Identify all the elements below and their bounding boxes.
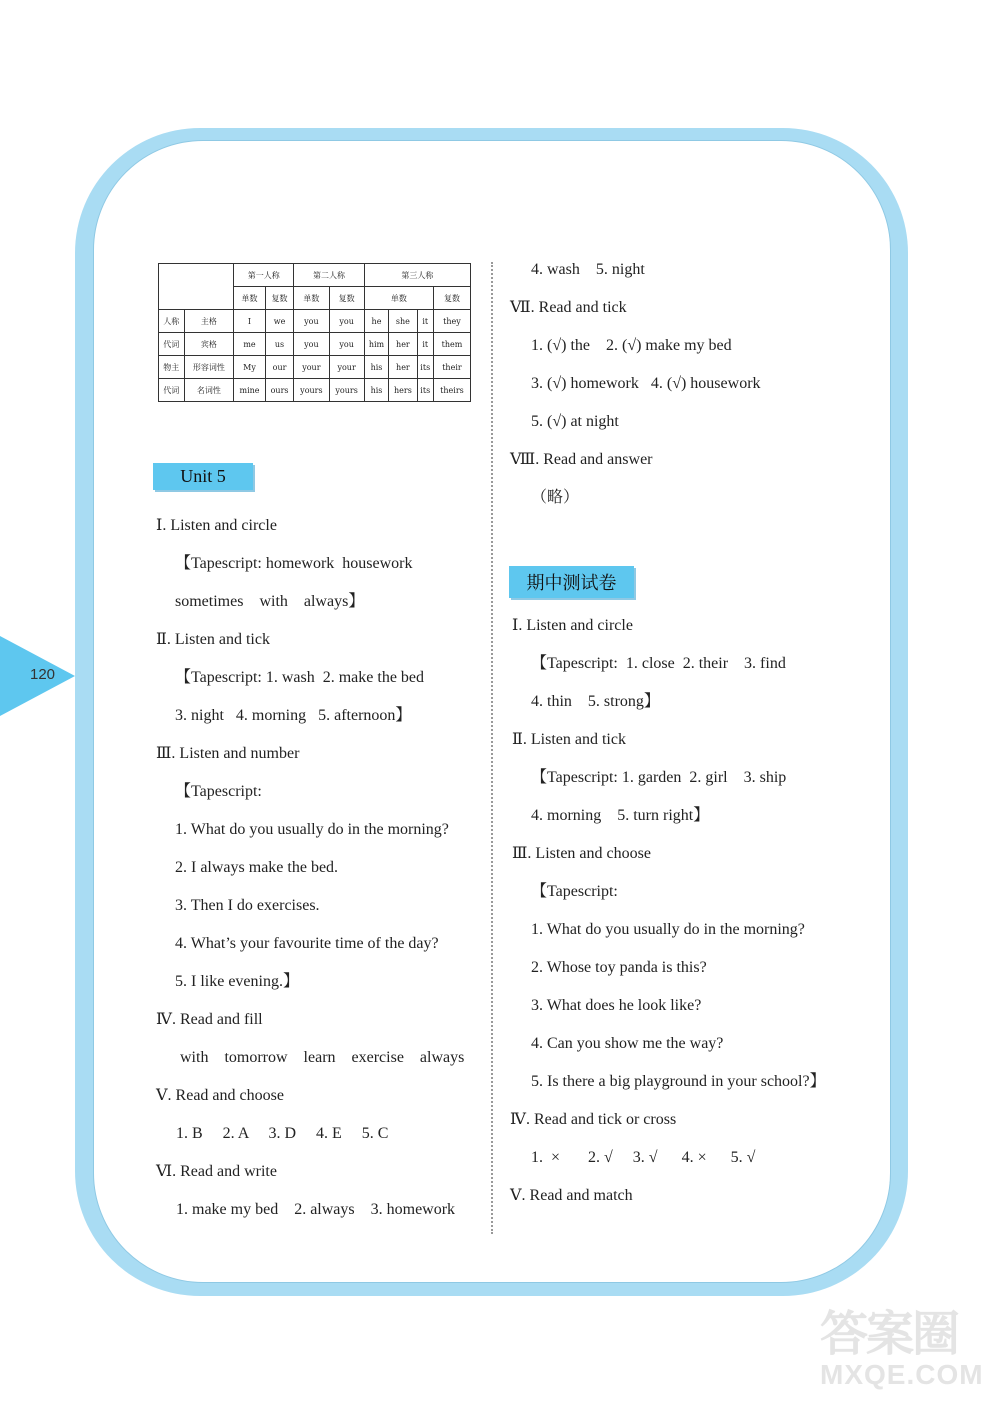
table-cell: hers xyxy=(389,379,417,402)
table-cell: me xyxy=(234,333,266,356)
section-heading: Ⅴ. Read and match xyxy=(510,1187,633,1204)
section-title: 期中测试卷 xyxy=(509,566,634,598)
section-heading: Ⅵ. Read and write xyxy=(156,1163,277,1180)
answer-line: 【Tapescript: homework housework xyxy=(175,555,413,572)
section-heading: Ⅳ. Read and tick or cross xyxy=(510,1111,677,1128)
table-cell: them xyxy=(433,333,470,356)
table-group-label: 人称 xyxy=(159,310,185,333)
table-cell: us xyxy=(265,333,293,356)
answer-line: 【Tapescript: xyxy=(531,883,618,900)
table-subheader: 单数 xyxy=(364,287,433,310)
answer-line: 【Tapescript: 1. garden 2. girl 3. ship xyxy=(531,769,787,786)
table-header: 第二人称 xyxy=(294,264,364,287)
answer-line: 【Tapescript: 1. close 2. their 3. find xyxy=(531,655,786,672)
table-row-label: 宾格 xyxy=(184,333,234,356)
answer-line: 5. (√) at night xyxy=(531,413,619,430)
table-subheader: 单数 xyxy=(294,287,329,310)
table-cell: him xyxy=(364,333,389,356)
answer-line: 【Tapescript: xyxy=(175,783,262,800)
answer-line: 1. What do you usually do in the morning? xyxy=(531,921,805,938)
table-cell: My xyxy=(234,356,266,379)
answer-line: 5. Is there a big playground in your school?】 xyxy=(531,1073,826,1090)
section-heading: Ⅴ. Read and choose xyxy=(156,1087,284,1104)
section-heading: Ⅲ. Listen and choose xyxy=(512,845,651,862)
table-cell: you xyxy=(329,310,364,333)
column-divider xyxy=(491,262,493,1234)
answer-line: （略） xyxy=(531,489,580,506)
table-row-label: 名词性 xyxy=(184,379,234,402)
answer-line: 3. Then I do exercises. xyxy=(175,897,320,914)
table-group-label: 代词 xyxy=(159,333,185,356)
answer-line: 【Tapescript: 1. wash 2. make the bed xyxy=(175,669,425,686)
table-cell: you xyxy=(294,333,329,356)
table-row-label: 形容词性 xyxy=(184,356,234,379)
table-group-label: 物主 xyxy=(159,356,185,379)
table-cell: it xyxy=(417,333,433,356)
answer-line: 3. (√) homework 4. (√) housework xyxy=(531,375,761,392)
table-subheader: 复数 xyxy=(265,287,293,310)
watermark-bottom-text: MXQE.COM xyxy=(820,1359,984,1390)
table-cell: your xyxy=(329,356,364,379)
table-row-label: 主格 xyxy=(184,310,234,333)
answer-line: 1. B 2. A 3. D 4. E 5. C xyxy=(176,1125,389,1142)
table-cell: yours xyxy=(294,379,329,402)
answer-line: with tomorrow learn exercise always xyxy=(180,1049,465,1066)
table-subheader: 复数 xyxy=(433,287,470,310)
answer-line: 3. What does he look like? xyxy=(531,997,702,1014)
table-cell: his xyxy=(364,356,389,379)
table-cell: he xyxy=(364,310,389,333)
table-subheader: 单数 xyxy=(234,287,266,310)
table-cell: it xyxy=(417,310,433,333)
answer-line: 2. Whose toy panda is this? xyxy=(531,959,707,976)
answer-line: 2. I always make the bed. xyxy=(175,859,339,876)
answer-line: 4. What’s your favourite time of the day? xyxy=(175,935,439,952)
watermark-top-text: 答案圈 xyxy=(820,1308,959,1361)
table-cell: yours xyxy=(329,379,364,402)
table-group-label: 代词 xyxy=(159,379,185,402)
unit-title: Unit 5 xyxy=(153,463,253,490)
page-number: 120 xyxy=(30,666,56,683)
table-cell: their xyxy=(433,356,470,379)
table-cell: mine xyxy=(234,379,266,402)
pronoun-table xyxy=(158,263,471,402)
table-cell: his xyxy=(364,379,389,402)
table-subheader: 复数 xyxy=(329,287,364,310)
answer-line: 1. (√) the 2. (√) make my bed xyxy=(531,337,732,354)
section-heading: Ⅱ. Listen and tick xyxy=(512,731,626,748)
table-header: 第一人称 xyxy=(234,264,294,287)
table-corner xyxy=(159,264,234,310)
table-cell: she xyxy=(389,310,417,333)
table-header: 第三人称 xyxy=(364,264,470,287)
answer-line: 5. I like evening.】 xyxy=(175,973,299,990)
table-cell: you xyxy=(329,333,364,356)
section-heading: Ⅱ. Listen and tick xyxy=(156,631,270,648)
section-heading: Ⅳ. Read and fill xyxy=(156,1011,263,1028)
section-heading: Ⅲ. Listen and number xyxy=(156,745,300,762)
table-cell: they xyxy=(433,310,470,333)
answer-line: sometimes with always】 xyxy=(175,593,365,610)
table-cell: her xyxy=(389,333,417,356)
table-cell: you xyxy=(294,310,329,333)
watermark-logo xyxy=(820,1310,990,1395)
table-cell: its xyxy=(417,379,433,402)
answer-line: 4. Can you show me the way? xyxy=(531,1035,724,1052)
table-cell: theirs xyxy=(433,379,470,402)
table-cell: ours xyxy=(265,379,293,402)
section-heading: Ⅷ. Read and answer xyxy=(510,451,653,468)
answer-line: 3. night 4. morning 5. afternoon】 xyxy=(175,707,412,724)
table-cell: our xyxy=(265,356,293,379)
table-cell: I xyxy=(234,310,266,333)
section-heading: Ⅶ. Read and tick xyxy=(510,299,627,316)
answer-line: 1. × 2. √ 3. √ 4. × 5. √ xyxy=(531,1149,756,1166)
answer-line: 4. morning 5. turn right】 xyxy=(531,807,710,824)
table-cell: its xyxy=(417,356,433,379)
table-cell: her xyxy=(389,356,417,379)
answer-line: 4. wash 5. night xyxy=(531,261,645,278)
section-heading: Ⅰ. Listen and circle xyxy=(156,517,277,534)
section-heading: Ⅰ. Listen and circle xyxy=(512,617,633,634)
answer-line: 4. thin 5. strong】 xyxy=(531,693,660,710)
answer-line: 1. make my bed 2. always 3. homework xyxy=(176,1201,456,1218)
table-cell: your xyxy=(294,356,329,379)
answer-line: 1. What do you usually do in the morning? xyxy=(175,821,449,838)
table-cell: we xyxy=(265,310,293,333)
